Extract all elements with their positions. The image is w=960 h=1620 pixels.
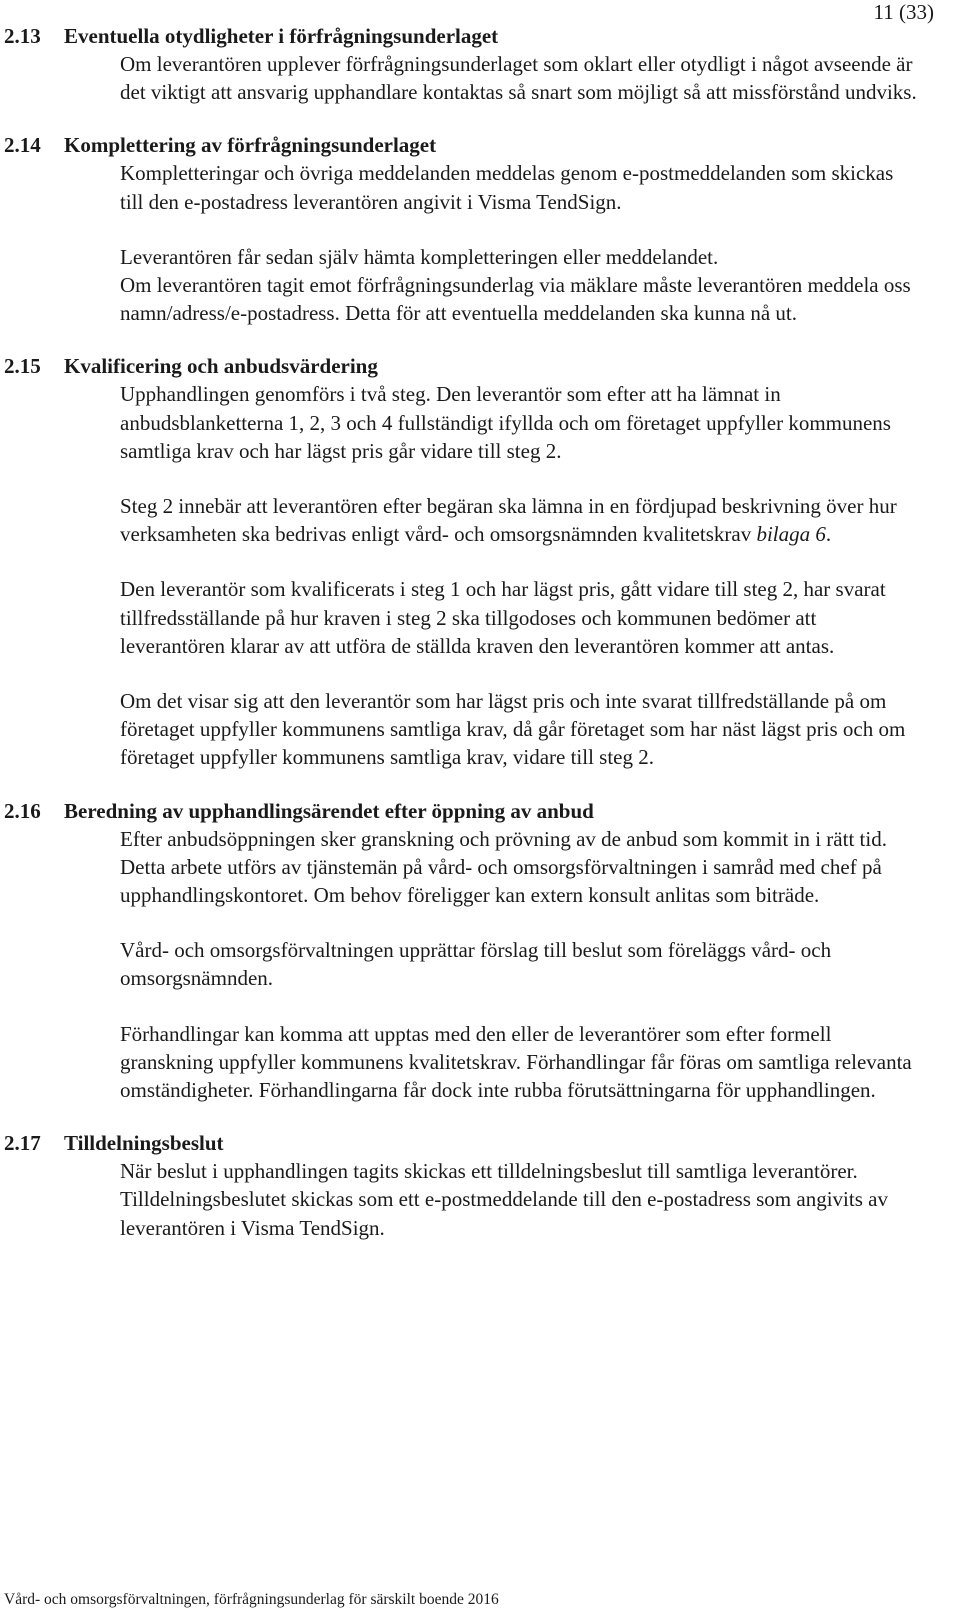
paragraph: Vård- och omsorgsförvaltningen upprättar förslag till beslut som föreläggs vård- och omsorgsnämnden. xyxy=(120,938,832,991)
page-footer: Vård- och omsorgsförvaltningen, förfrågningsunderlag för särskilt boende 2016 xyxy=(4,1591,499,1608)
section-2-17 xyxy=(4,1129,944,1242)
paragraph: Den leverantör som kvalificerats i steg 1 och har lägst pris, gått vidare till steg 2, har svarat tillfredsställande på hur kraven i steg 2 ska tillgodoses och kommunen bedömer att leverantören klarar av att utföra de ställda kraven den leverantören kommer att antas. xyxy=(120,577,886,658)
paragraph-text: Steg 2 innebär att leverantören efter begäran ska lämna in en fördjupad beskrivning över hur verksamheten ska bedrivas enligt vård- och omsorgsnämnden kvalitetskrav xyxy=(120,494,897,547)
paragraph-end: . xyxy=(825,522,832,547)
section-number: 2.16 xyxy=(4,798,41,823)
paragraph: Förhandlingar kan komma att upptas med den eller de leverantörer som efter formell granskning uppfyller kommunens kvalitetskrav. Förhandlingar får föras om samtliga relevanta omständigheter. Förhandlingarna får dock inte rubba förutsättningarna för upphandlingen. xyxy=(120,1021,912,1103)
section-title: Kvalificering och anbudsvärdering xyxy=(64,354,378,379)
paragraph: Upphandlingen genomförs i två steg. Den leverantör som efter att ha lämnat in anbudsblanketterna 1, 2, 3 och 4 fullständigt ifyllda och om företaget uppfyller kommunens samtliga krav och har lägst pris går vidare till steg 2. xyxy=(120,382,891,463)
section-title: Beredning av upphandlingsärendet efter öppning av anbud xyxy=(64,798,594,823)
paragraph: Leverantören får sedan själv hämta kompletteringen eller meddelandet. xyxy=(120,244,719,269)
section-heading xyxy=(4,352,944,380)
paragraph: Tilldelningsbeslutet skickas som ett e-postmeddelande till den e-postadress som angivits av leverantören i Visma TendSign. xyxy=(120,1187,888,1240)
section-2-13 xyxy=(4,22,944,106)
paragraph: Om det visar sig att den leverantör som har lägst pris och inte svarat tillfredställande på om företaget uppfyller kommunens samtliga krav, då går företaget som har näst lägst pris och om företaget uppfyller kommunens samtliga krav, vidare till steg 2. xyxy=(120,689,906,770)
section-number: 2.13 xyxy=(4,24,41,48)
attachment-reference: bilaga 6 xyxy=(756,522,826,547)
paragraph xyxy=(120,492,920,548)
section-2-16 xyxy=(4,797,944,1105)
paragraph: Efter anbudsöppningen sker granskning och prövning av de anbud som kommit in i rätt tid. Detta arbete utförs av tjänstemän på vård- och omsorgsförvaltningen i samråd med chef på upphandlingskontoret. Om behov föreligger kan extern konsult anlitas som biträde. xyxy=(120,826,887,908)
section-heading xyxy=(4,131,944,159)
paragraph: Om leverantören upplever förfrågningsunderlaget som oklart eller otydligt i något avseende är det viktigt att ansvarig upphandlare kontaktas så snart som möjligt så att missförstånd undviks. xyxy=(120,52,917,105)
section-number: 2.15 xyxy=(4,354,41,379)
section-heading xyxy=(4,22,944,50)
section-heading xyxy=(4,797,944,825)
paragraph: När beslut i upphandlingen tagits skickas ett tilldelningsbeslut till samtliga leverantörer. xyxy=(120,1159,858,1184)
section-title: Komplettering av förfrågningsunderlaget xyxy=(64,133,437,158)
section-title: Tilldelningsbeslut xyxy=(64,1131,224,1156)
section-heading xyxy=(4,1129,944,1157)
page-number: 11 (33) xyxy=(873,0,934,24)
section-number: 2.17 xyxy=(4,1131,41,1156)
paragraph: Kompletteringar och övriga meddelanden meddelas genom e-postmeddelanden som skickas till den e-postadress leverantören angivit i Visma TendSign. xyxy=(120,161,894,214)
section-2-14 xyxy=(4,131,944,327)
section-number: 2.14 xyxy=(4,133,41,158)
paragraph: Om leverantören tagit emot förfrågningsunderlag via mäklare måste leverantören meddela oss namn/adress/e-postadress. Detta för att eventuella meddelanden ska kunna nå ut. xyxy=(120,273,911,326)
document-body xyxy=(4,22,944,1242)
section-2-15 xyxy=(4,352,944,771)
section-title: Eventuella otydligheter i förfrågningsunderlaget xyxy=(64,24,499,48)
